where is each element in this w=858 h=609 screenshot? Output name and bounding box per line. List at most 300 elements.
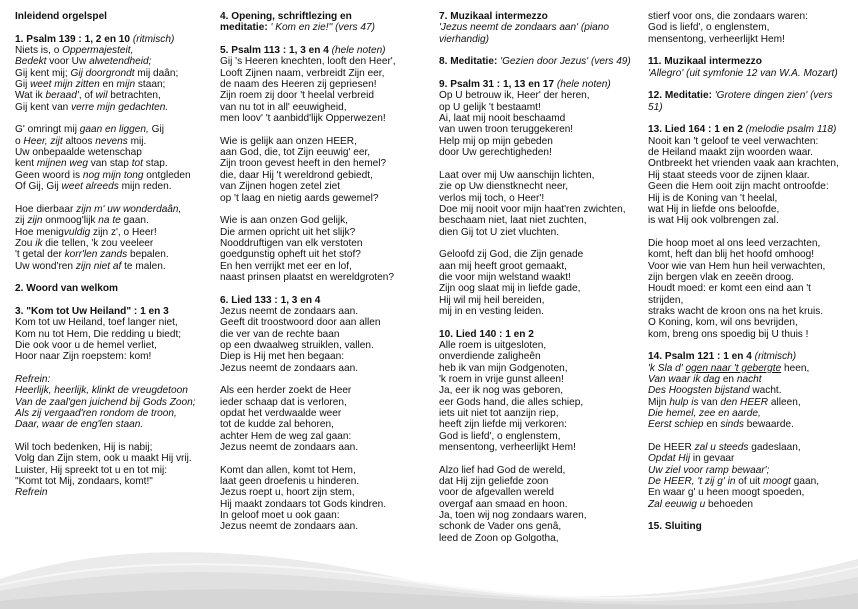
text-run: na te [98, 215, 121, 227]
text-run: den HEER [720, 396, 769, 408]
text-run: men loov' 't aanbidd'lijk Opperwezen! [220, 113, 386, 125]
lied-133-stanza-4 [220, 465, 430, 533]
text-run: aan God, die, tot Zijn eeuwig' eer, [220, 147, 371, 159]
text-run: Inleidend orgelspel [15, 11, 107, 22]
text-run: of uit [735, 476, 763, 488]
text-run: zal u steeds [694, 442, 749, 454]
text-line [439, 204, 643, 215]
column-1 [15, 11, 215, 510]
text-run: (melodie psalm 118) [745, 124, 837, 136]
text-line [439, 351, 643, 362]
text-run: Laat over mij Uw aanschijn lichten, [439, 169, 595, 181]
text-line [220, 329, 430, 340]
opening-schriftlezing [220, 11, 430, 34]
psalm-139-1-2-10 [15, 34, 215, 113]
text-line [439, 227, 643, 238]
text-line [220, 136, 430, 147]
text-line [220, 476, 430, 487]
text-run: mij. [127, 135, 147, 147]
text-run: Daar, waar de eng'len staan. [15, 419, 144, 431]
text-run: 'k roem in vrije gunst alleen! [439, 374, 564, 385]
text-run: 2. Woord van welkom [15, 283, 119, 295]
text-run: altoos [62, 135, 96, 147]
text-run: Zijn roem zij door 't heelal verbreid [220, 90, 374, 102]
text-run: Houdt moed: er komt een eind aan 't [648, 283, 811, 295]
text-run: tot [131, 158, 143, 170]
text-line [220, 397, 430, 408]
text-run: Of Gij, Gij [15, 181, 62, 193]
meditatie-12 [648, 90, 854, 113]
text-run: heeft zijn liefde mij verkoren: [439, 419, 567, 431]
text-run: korr'len zands [64, 249, 128, 261]
text-run: aan mij heeft groot gemaakt, [439, 260, 567, 272]
text-run: Jezus neemt de zondaars aan. [220, 442, 359, 454]
text-line [648, 102, 854, 113]
text-line [439, 261, 643, 272]
text-line [15, 249, 215, 260]
text-run: Zijn troon gevest heeft in den hemel? [220, 158, 387, 170]
text-run: Eerst schiep [648, 419, 704, 431]
text-run: zijn m' uw wonderdaân, [76, 203, 182, 215]
text-line [439, 272, 643, 283]
text-run: Jezus neemt de zondaars aan. [220, 362, 359, 374]
text-run: Als een herder zoekt de Heer [220, 385, 352, 397]
text-line [439, 521, 643, 532]
text-run: alwetendheid; [89, 56, 152, 68]
text-line [648, 295, 854, 306]
text-run: mijn reden. [118, 181, 172, 193]
text-run: Die armen opricht uit het slijk? [220, 226, 356, 238]
text-line [220, 102, 430, 113]
text-line [15, 227, 215, 238]
text-line [220, 90, 430, 101]
text-run: In geloof moet u ook gaan: [220, 510, 340, 522]
text-run: Komt dan allen, komt tot Hem, [220, 464, 356, 476]
text-run: En waar g' u heen moogt spoeden, [648, 487, 805, 499]
text-run: Voor wie van Hem hun heil verwachten, [648, 260, 826, 272]
text-run: Hij is de Koning van 't heelal, [648, 192, 778, 204]
text-line [439, 306, 643, 317]
text-run: en [99, 79, 117, 91]
text-run: Zijn oog slaat mij in liefde gade, [439, 283, 581, 295]
text-line [15, 419, 215, 430]
text-run: Gij 's Heeren knechten, looft den Heer', [220, 56, 396, 68]
text-run: Zal eeuwig u [648, 498, 706, 510]
text-run: Jezus neemt de zondaars aan. [220, 521, 359, 533]
text-run: zijn z', o Heer! [90, 226, 157, 238]
text-line [648, 317, 854, 328]
text-line [648, 261, 854, 272]
psalm-31 [439, 79, 643, 158]
text-line [439, 90, 643, 101]
text-run: Ja, toen wij nog zondaars waren, [439, 510, 587, 522]
text-line [15, 397, 215, 408]
text-line [439, 22, 643, 33]
psalm-121-stanza-4 [648, 442, 854, 510]
text-run: in gevaar [690, 453, 735, 465]
text-run: Uw wond'ren [15, 260, 76, 272]
text-line [220, 385, 430, 396]
text-line [648, 68, 854, 79]
text-run: Gij [15, 79, 31, 91]
text-run: De HEER [648, 442, 695, 454]
text-run: achter Hem de weg zal gaan: [220, 430, 352, 442]
text-line [15, 204, 215, 215]
text-run: Op U betrouw ik, Heer' der heren, [439, 90, 590, 102]
text-run: Kom tot uw Heiland, toef langer niet, [15, 317, 178, 329]
text-run: 9. Psalm 31 : 1, 13 en 17 [439, 79, 557, 91]
text-line [220, 45, 430, 56]
text-run: onmoog'lijk [42, 215, 99, 227]
text-run: Hoe dierbaar [15, 203, 77, 215]
text-run: Gij kent mij; [15, 67, 71, 79]
text-run: God is liefd', o englenstem, [648, 22, 770, 34]
text-line [439, 215, 643, 226]
text-run: de naam des Heeren zij gepriesen! [220, 79, 377, 91]
text-run: Jezus neemt de zondaars aan. [220, 305, 359, 317]
text-line [220, 249, 430, 260]
text-run: Luister, Hij spreekt tot u en tot mij: [15, 464, 168, 476]
text-line [15, 124, 215, 135]
text-run: op 't laag en nietig aards gewemel? [220, 192, 379, 204]
text-line [648, 476, 854, 487]
text-line [15, 306, 215, 317]
text-line [220, 317, 430, 328]
text-run: En hen verrijkt met eer en lof, [220, 260, 352, 272]
text-line [15, 56, 215, 67]
text-run: Wat ik [15, 90, 46, 102]
text-run: o [15, 135, 24, 147]
column-3 [439, 11, 643, 556]
text-line [220, 147, 430, 158]
text-run: nevens [95, 135, 128, 147]
text-line [220, 193, 430, 204]
text-run: 13. Lied 164 : 1 en 2 [648, 124, 746, 136]
text-run: tot de kudde zal behoren, [220, 419, 334, 431]
text-run: mijnen weg [36, 158, 88, 170]
text-line [439, 487, 643, 498]
text-line [15, 136, 215, 147]
text-line [220, 419, 430, 430]
text-run: Als zij vergaad'ren rondom de troon, [15, 408, 177, 420]
text-line [15, 374, 215, 385]
text-line [439, 385, 643, 396]
text-run: 7. Muzikaal intermezzo [439, 11, 548, 22]
text-run: de Heiland maakt zijn woorden waar. [648, 147, 813, 159]
text-line [220, 431, 430, 442]
text-line [439, 283, 643, 294]
text-line [15, 102, 215, 113]
lied-164-stanza-2 [648, 238, 854, 340]
text-line [648, 22, 854, 33]
text-run: Uw ziel voor ramp bewaar'; [648, 464, 770, 476]
text-line [220, 113, 430, 124]
text-run: Die hemel, zee en aarde, [648, 408, 761, 420]
text-run: nacht [736, 374, 762, 385]
text-line [439, 295, 643, 306]
text-line [439, 408, 643, 419]
text-run: (hele noten) [556, 79, 611, 91]
text-run: Geen woord is [15, 169, 83, 181]
text-run: stap. [142, 158, 168, 170]
text-run: gadeslaan, [748, 442, 801, 454]
text-line [648, 11, 854, 22]
text-line [648, 374, 854, 385]
text-run: kom, breng ons spoedig bij U thuis ! [648, 328, 809, 340]
text-line [220, 272, 430, 283]
text-run: en [703, 419, 721, 431]
text-line [15, 476, 215, 487]
text-line [648, 215, 854, 226]
text-run: vierhandig) [439, 33, 489, 45]
text-run: mijn [116, 79, 136, 91]
text-line [439, 249, 643, 260]
text-run: leed de Zoon op Golgotha, [439, 532, 559, 544]
column-2 [220, 11, 430, 544]
text-run: Hij staat steeds voor de zijnen klaar. [648, 169, 810, 181]
text-line [439, 431, 643, 442]
psalm-139-stanza-2 [15, 124, 215, 192]
text-run: (ritmisch) [754, 351, 797, 363]
text-run: die ver van de rechte baan [220, 328, 340, 340]
text-run: ontgleden [143, 169, 191, 181]
heading-sluiting [648, 521, 854, 532]
text-line [648, 193, 854, 204]
text-run: op U gelijk 't bestaamt! [439, 101, 541, 113]
text-run: voor de afgevallen wereld [439, 487, 555, 499]
text-run: Alle roem is uitgesloten, [439, 339, 547, 351]
text-line [15, 385, 215, 396]
text-run: van uwen troon teruggekeren! [439, 124, 574, 136]
psalm-113-stanza-3 [220, 136, 430, 204]
text-line [15, 487, 215, 498]
text-run: naast prinsen plaatst en wereldgroten? [220, 271, 394, 283]
text-run: Ai, laat mij nooit beschaamd [439, 113, 566, 125]
text-line [220, 261, 430, 272]
text-line [220, 363, 430, 374]
lied-164 [648, 124, 854, 226]
text-run: ogen naar 't gebergte [685, 362, 782, 374]
text-run: 4. Opening, schriftlezing en [220, 11, 352, 22]
text-line [220, 227, 430, 238]
text-run: Die hoop moet al ons leed verzachten, [648, 237, 821, 249]
text-line [220, 11, 430, 22]
text-run: Doe mij nooit voor mijn haat'ren zwichten, [439, 203, 626, 215]
text-run: mensentong, verheerlijkt Hem! [439, 442, 576, 454]
text-line [439, 419, 643, 430]
text-line [220, 215, 430, 226]
text-run: , of [78, 90, 96, 102]
text-line [648, 181, 854, 192]
text-line [648, 329, 854, 340]
text-line [15, 442, 215, 453]
text-line [439, 510, 643, 521]
text-run: Uw onbepaalde wetenschap [15, 147, 142, 159]
text-line [15, 317, 215, 328]
text-run: ieder schaap dat is verloren, [220, 396, 347, 408]
text-line [220, 465, 430, 476]
text-run: 'k Sla d' [648, 362, 686, 374]
text-run: Heer, zijt [23, 135, 63, 147]
text-line [15, 238, 215, 249]
text-line [439, 56, 643, 67]
text-run: van [698, 396, 721, 408]
text-run: bepalen. [127, 249, 169, 261]
text-run: Van [648, 374, 669, 385]
text-run: Des Hoogsten bijstand [648, 385, 750, 397]
text-run: 6. Lied 133 : 1, 3 en 4 [220, 294, 321, 306]
text-run: De HEER, 't zij g' in [648, 476, 736, 488]
text-run: behoeden [705, 498, 753, 510]
text-line [648, 408, 854, 419]
text-line [439, 329, 643, 340]
text-run: 'Jezus neemt de zondaars aan' (piano [439, 22, 609, 34]
text-line [15, 215, 215, 226]
text-line [439, 147, 643, 158]
muzikaal-intermezzo-7 [439, 11, 643, 45]
text-run: 'Gezien door Jezus' (vers 49) [500, 56, 631, 68]
text-run: die voor mijn welstand waakt! [439, 271, 571, 283]
text-line [648, 453, 854, 464]
text-run: opdat het verdwaalde weer [220, 408, 342, 420]
text-run: 5. Psalm 113 : 1, 3 en 4 [220, 45, 332, 57]
text-line [648, 385, 854, 396]
heading-woord-van-welkom [15, 283, 215, 294]
text-run: 8. Meditatie: [439, 56, 501, 68]
text-line [439, 79, 643, 90]
text-line [220, 68, 430, 79]
lied-133 [220, 295, 430, 374]
text-run: beraad' [45, 90, 79, 102]
text-line [648, 351, 854, 362]
text-run: Help mij op mijn gebeden [439, 135, 553, 147]
text-run: mij in en vesting leiden. [439, 305, 544, 317]
text-run: Heerlijk, heerlijk, klinkt de vreugdetoon [15, 385, 188, 397]
text-line [648, 136, 854, 147]
text-run: Volg dan Zijn stem, ook u maakt Hij vrij. [15, 453, 192, 465]
text-run: Geen die Hem ooit zijn macht ontroofde: [648, 181, 829, 193]
text-line [648, 521, 854, 532]
text-run: Hij maakt zondaars tot Gods kindren. [220, 498, 387, 510]
text-line [439, 113, 643, 124]
text-run: 10. Lied 140 : 1 en 2 [439, 328, 534, 340]
text-run: mij daân; [134, 67, 179, 79]
text-line [220, 510, 430, 521]
text-line [648, 272, 854, 283]
text-line [439, 34, 643, 45]
text-line [439, 340, 643, 351]
text-run: die tellen, 'k zou veeleer [42, 237, 154, 249]
text-run: strijden, [648, 294, 684, 306]
text-line [439, 193, 643, 204]
text-run: Gij [148, 124, 164, 136]
muzikaal-intermezzo-11 [648, 56, 854, 79]
text-run: stierf voor ons, die zondaars waren: [648, 11, 808, 22]
text-run: staan; [135, 79, 166, 91]
psalm-113 [220, 45, 430, 124]
text-line [220, 521, 430, 532]
text-run: 1. Psalm 139 : 1, 2 en 10 [15, 33, 133, 45]
text-line [648, 306, 854, 317]
text-run: (hele noten) [331, 45, 386, 57]
text-run: van nu tot in all' eeuwigheid, [220, 101, 347, 113]
text-run: overgaf aan smaad en hoon. [439, 498, 568, 510]
text-line [648, 249, 854, 260]
text-line [15, 329, 215, 340]
psalm-113-stanza-4 [220, 215, 430, 283]
text-run: Van de zaal'gen juichend bij Gods Zoon; [15, 396, 196, 408]
text-run: schonk de Vader ons genâ, [439, 521, 562, 533]
text-run: 3. "Kom tot Uw Heiland" : 1 en 3 [15, 305, 169, 317]
text-run: verre mijn gedachten. [71, 101, 169, 113]
text-line [439, 124, 643, 135]
text-run: wacht. [749, 385, 782, 397]
text-line [220, 79, 430, 90]
text-run: Ontbreekt het vrienden vaak aan krachten, [648, 158, 839, 170]
text-run: heen, [781, 362, 810, 374]
text-run: Bedekt [15, 56, 47, 68]
text-line [15, 158, 215, 169]
text-run: zie op Uw dienstknecht neer, [439, 181, 569, 193]
kom-tot-uw-heiland [15, 306, 215, 363]
text-run: Nooddruftigen van elk verstoten [220, 237, 363, 249]
text-run: wil [95, 90, 108, 102]
text-run: is wat Hij ook volbrengen zal. [648, 215, 779, 227]
text-line [15, 408, 215, 419]
text-line [439, 11, 643, 22]
text-line [648, 147, 854, 158]
text-run: "Komt tot Mij, zondaars, komt!" [15, 476, 153, 488]
text-line [15, 170, 215, 181]
psalm-31-stanza-17 [439, 249, 643, 317]
text-line [648, 465, 854, 476]
text-run: zij [15, 215, 28, 227]
text-run: O Koning, kom, wil ons bevrijden, [648, 317, 798, 329]
text-line [15, 465, 215, 476]
text-line [439, 181, 643, 192]
text-run: hulp is [669, 396, 699, 408]
text-line [15, 340, 215, 351]
text-run: Zou [15, 237, 36, 249]
text-run: gaan. [120, 215, 149, 227]
text-run: Hij wil mij heil bereiden, [439, 294, 545, 306]
text-run: Refrein: [15, 374, 51, 385]
text-run: zijn bergen vlak en zeeën droog. [648, 271, 794, 283]
text-run: vuldig [63, 226, 91, 238]
text-line [648, 363, 854, 374]
text-run: kent [15, 158, 37, 170]
text-run: van Zijnen hogen zetel ziet [220, 181, 341, 193]
text-run: Hoe menig [15, 226, 64, 238]
text-run: Wie is gelijk aan onzen HEER, [220, 135, 357, 147]
text-run: weet mijn zitten [30, 79, 100, 91]
lied-133-stanza-3 [220, 385, 430, 453]
text-line [439, 465, 643, 476]
column-4 [648, 11, 854, 544]
text-line [648, 158, 854, 169]
text-line [15, 283, 215, 294]
text-run: 51) [648, 101, 663, 113]
text-run: Geloofd zij God, die Zijn genade [439, 249, 584, 261]
text-run: Opdat Hij [648, 453, 691, 465]
text-run: wat Hij in liefde ons beloofde, [648, 203, 780, 215]
text-run: ik [35, 237, 43, 249]
text-run: die, daar Hij 't wereldrond gebiedt, [220, 169, 373, 181]
text-line [220, 487, 430, 498]
text-run: goedgunstig opheft uit het stof? [220, 249, 361, 261]
text-line [439, 363, 643, 374]
text-run: Looft Zijnen naam, verbreidt Zijn eer, [220, 67, 385, 79]
